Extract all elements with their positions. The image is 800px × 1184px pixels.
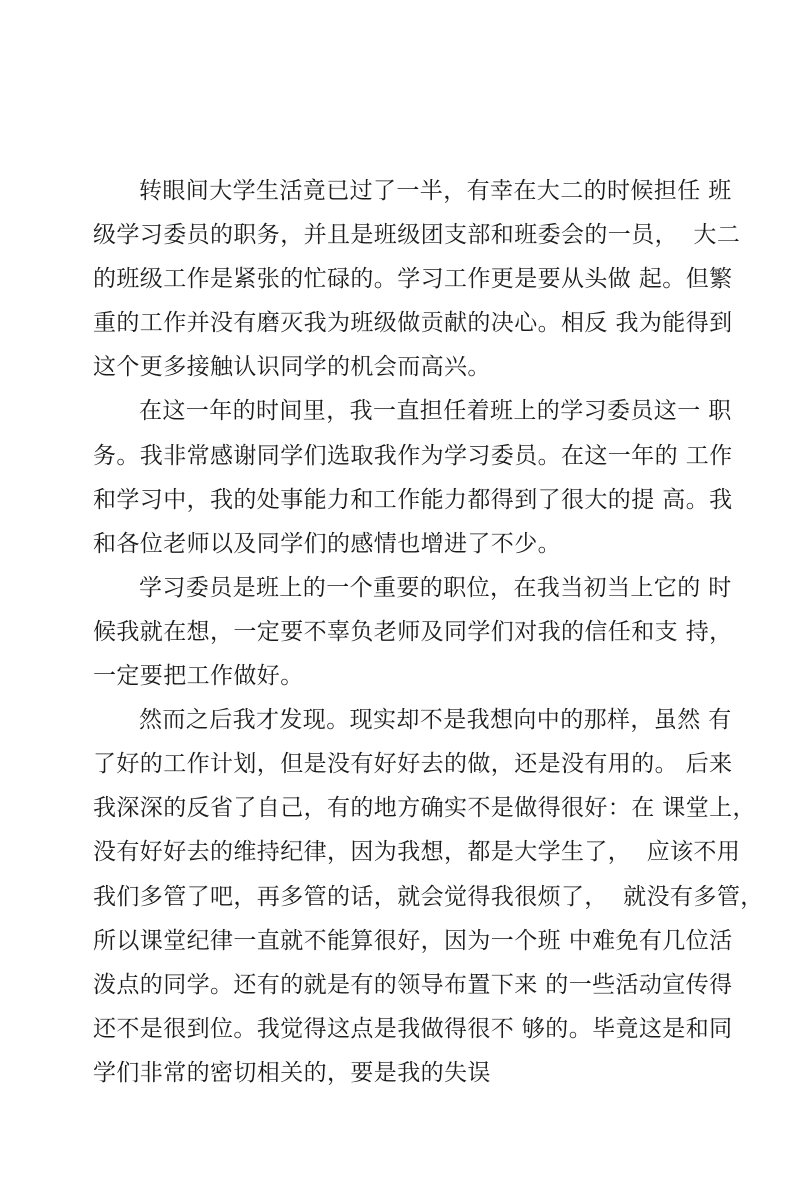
text-line: 转眼间大学生活竟已过了一半，有幸在大二的时候担任 班 — [139, 178, 732, 204]
text-line: 一定要把工作做好。 — [93, 663, 304, 690]
text-line: 然而之后我才发现。现实却不是我想向中的那样，虽然 有 — [139, 707, 732, 734]
text-line: 我们多管了吧，再多管的话，就会觉得我很烦了， 就没有多管， — [93, 883, 764, 910]
text-line: 和各位老师以及同学们的感情也增进了不少。 — [93, 530, 561, 557]
text-line: 重的工作并没有磨灭我为班级做贡献的决心。相反 我为能得到 — [93, 310, 733, 337]
text-line: 学们非常的密切相关的，要是我的失误 — [93, 1059, 491, 1086]
text-line: 没有好好去的维持纪律，因为我想，都是大学生了， 应该不用 — [93, 839, 741, 866]
text-line: 候我就在想，一定要不辜负老师及同学们对我的信任和支 持， — [93, 618, 733, 645]
text-line: 和学习中，我的处事能力和工作能力都得到了很大的提 高。我 — [93, 486, 733, 513]
text-line: 所以课堂纪律一直就不能算很好，因为一个班 中难免有几位活 — [93, 927, 733, 954]
text-line: 学习委员是班上的一个重要的职位，在我当初当上它的 时 — [139, 574, 732, 601]
text-line: 泼点的同学。还有的就是有的领导布置下来 的一些活动宣传得 — [93, 971, 733, 998]
text-line: 了好的工作计划，但是没有好好去的做，还是没有用的。 后来 — [93, 751, 733, 778]
document-body — [93, 169, 764, 1095]
text-line: 这个更多接触认识同学的机会而高兴。 — [93, 354, 491, 381]
text-line: 的班级工作是紧张的忙碌的。学习工作更是要从头做 起。但繁 — [93, 266, 733, 293]
text-line: 务。我非常感谢同学们选取我作为学习委员。在这一年的 工作 — [93, 442, 733, 469]
text-line: 级学习委员的职务，并且是班级团支部和班委会的一员， 大二 — [93, 222, 741, 249]
text-line: 还不是很到位。我觉得这点是我做得很不 够的。毕竟这是和同 — [93, 1015, 733, 1042]
text-line: 在这一年的时间里，我一直担任着班上的学习委员这一 职 — [139, 398, 732, 425]
text-line: 我深深的反省了自己，有的地方确实不是做得很好：在 课堂上， — [93, 795, 756, 822]
